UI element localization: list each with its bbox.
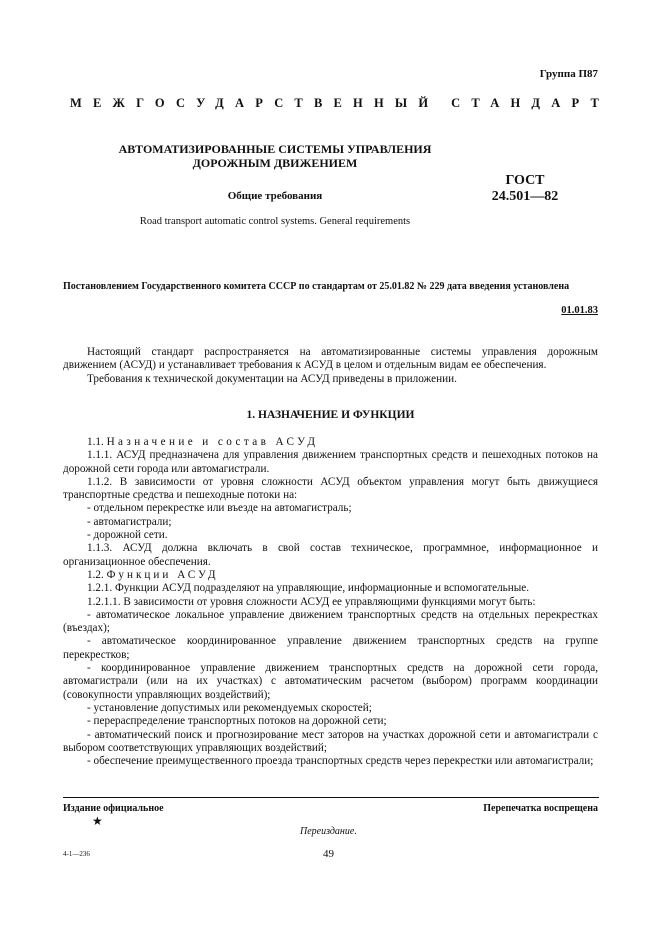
banner-left: МЕЖГОСУДАРСТВЕННЫЙ	[70, 96, 440, 110]
reprint-prohibited-label: Перепечатка воспрещена	[483, 803, 598, 814]
list-item: - координированное управление движением транспортных средств на дорожной сети города, автомагистрали (или на их участках) с автоматическим расчетом (выбором) программ координации (совокупности управляющих воздействий);	[63, 662, 598, 701]
page-number: 49	[323, 848, 334, 860]
clause-1-2-1-1: 1.2.1.1. В зависимости от уровня сложности АСУД ее управляющими функциями могут быть:	[87, 595, 536, 608]
english-title: Road transport automatic control systems. General requirements	[139, 216, 411, 227]
list-item: - автомагистрали;	[87, 515, 172, 528]
list-item: - установление допустимых или рекомендуемых скоростей;	[87, 701, 372, 714]
clause-1-1-1: 1.1.1. АСУД предназначена для управления движением транспортных средств и пешеходных потоков на дорожной сети города или автомагистрали.	[63, 449, 598, 475]
clause-1-1	[63, 436, 598, 449]
clause-1-2-1: 1.2.1. Функции АСУД подразделяют на управляющие, информационные и вспомогательные.	[87, 582, 530, 595]
title-line-1: АВТОМАТИЗИРОВАННЫЕ СИСТЕМЫ УПРАВЛЕНИЯ	[118, 142, 432, 156]
print-code: 4-1—236	[63, 850, 90, 858]
clause-1-2	[63, 569, 598, 582]
intro-paragraph: Настоящий стандарт распространяется на автоматизированные системы управления дорожным движением (АСУД) и устанавливает требования к АСУД в целом и отдельным видам ее обеспечения.	[63, 346, 598, 372]
clause-number: 1.2.	[87, 568, 107, 581]
effective-date: 01.01.83	[561, 305, 598, 316]
gost-label: ГОСТ	[505, 173, 545, 188]
list-item: - автоматическое координированное управление движением транспортных средств на группе перекрестков;	[63, 635, 598, 661]
standard-banner	[70, 96, 610, 111]
footer-divider	[63, 797, 599, 798]
intro-paragraph: Требования к технической документации на АСУД приведены в приложении.	[87, 372, 457, 385]
introduction	[63, 346, 598, 386]
clause-title: Назначение и состав АСУД	[106, 436, 319, 448]
list-item: - дорожной сети.	[87, 529, 168, 542]
gost-number: 24.501—82	[491, 189, 559, 204]
banner-right: СТАНДАРТ	[451, 96, 610, 110]
list-item: - автоматическое локальное управление движением транспортных средств на отдельных перекрестках (въездах);	[63, 608, 598, 635]
document-subtitle: Общие требования	[227, 190, 323, 202]
clause-1-1-2: 1.1.2. В зависимости от уровня сложности АСУД объектом управления могут быть движущиеся транспортные средства и пешеходные потоки на:	[63, 475, 598, 502]
document-title	[100, 142, 450, 170]
decree-text: Постановлением Государственного комитета СССР по стандартам от 25.01.82 № 229 дата введения установлена	[63, 281, 570, 292]
star-icon: ★	[92, 814, 103, 828]
group-code: Группа П87	[539, 68, 598, 80]
clause-1-1-3: 1.1.3. АСУД должна включать в свой состав техническое, программное, информационное и организационное обеспечения.	[63, 542, 598, 568]
list-item: - отдельном перекрестке или въезде на автомагистраль;	[87, 502, 352, 515]
list-item: - обеспечение преимущественного проезда транспортных средств через перекрестки или автомагистрали;	[87, 755, 594, 768]
list-item: - перераспределение транспортных потоков на дорожной сети;	[87, 715, 387, 728]
reissue-note: Переиздание.	[300, 826, 357, 837]
clause-title: Функции АСУД	[106, 568, 219, 581]
section-heading: 1. НАЗНАЧЕНИЕ И ФУНКЦИИ	[246, 409, 415, 421]
section-body	[63, 436, 598, 768]
clause-number: 1.1.	[87, 436, 107, 448]
title-line-2: ДОРОЖНЫМ ДВИЖЕНИЕМ	[192, 156, 358, 170]
gost-designation	[470, 173, 580, 205]
official-edition-label: Издание официальное	[63, 803, 164, 814]
list-item: - автоматический поиск и прогнозирование мест заторов на участках дорожной сети и автомагистрали с выбором соответствующих управляющих воздействий;	[63, 728, 598, 754]
